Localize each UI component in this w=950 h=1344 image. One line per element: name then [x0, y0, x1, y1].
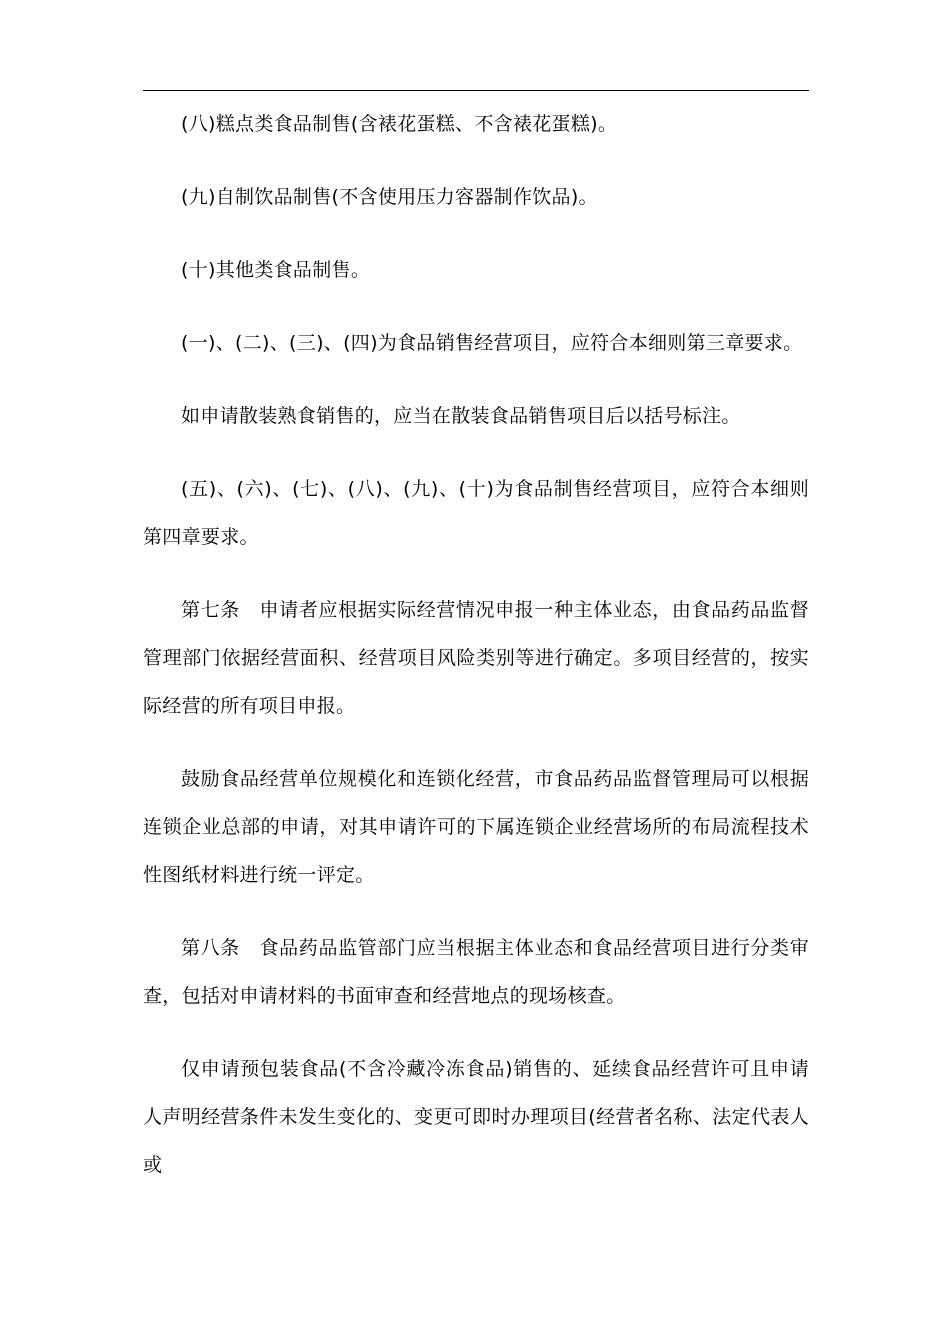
paragraph-production-items: (五)、(六)、(七)、(八)、(九)、(十)为食品制售经营项目，应符合本细则第四章要求。 [143, 478, 809, 548]
paragraph-bulk-cooked-food: 如申请散装熟食销售的，应当在散装食品销售项目后以括号标注。 [181, 405, 741, 427]
header-rule [143, 90, 809, 91]
paragraph-article-7: 第七条 申请者应根据实际经营情况申报一种主体业态，由食品药品监督管理部门依据经营面积、经营项目风险类别等进行确定。多项目经营的，按实际经营的所有项目申报。 [143, 599, 809, 717]
paragraph-chain-operation: 鼓励食品经营单位规模化和连锁化经营，市食品药品监督管理局可以根据连锁企业总部的申请，对其申请许可的下属连锁企业经营场所的布局流程技术性图纸材料进行统一评定。 [143, 768, 809, 886]
paragraph-item-8: (八)糕点类食品制售(含裱花蛋糕、不含裱花蛋糕)。 [181, 113, 618, 135]
paragraph-sales-items: (一)、(二)、(三)、(四)为食品销售经营项目，应符合本细则第三章要求。 [181, 332, 803, 354]
paragraph-item-10: (十)其他类食品制售。 [181, 259, 371, 281]
paragraph-prepackaged-food: 仅申请预包装食品(不含冷藏冷冻食品)销售的、延续食品经营许可且申请人声明经营条件未发生变化的、变更可即时办理项目(经营者名称、法定代表人或 [143, 1058, 809, 1176]
paragraph-item-9: (九)自制饮品制售(不含使用压力容器制作饮品)。 [181, 186, 598, 208]
paragraph-article-8: 第八条 食品药品监管部门应当根据主体业态和食品经营项目进行分类审查，包括对申请材料的书面审查和经营地点的现场核查。 [143, 937, 809, 1007]
document-body [143, 100, 809, 1189]
